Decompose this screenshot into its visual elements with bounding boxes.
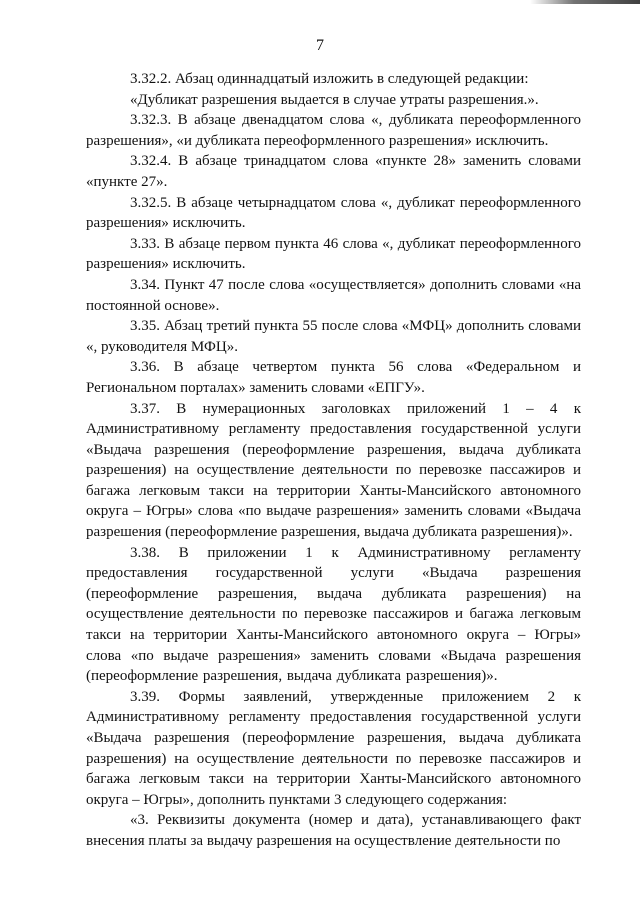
paragraph-3-32-2: 3.32.2. Абзац одиннадцатый изложить в следующей редакции: (130, 71, 529, 87)
paragraph-quote-duplicate: «Дубликат разрешения выдается в случае утраты разрешения.». (130, 91, 539, 108)
paragraph-3-32-3: 3.32.3. В абзаце двенадцатом слова «, дубликата переоформленного разрешения», «и дубликата переоформленного разрешения» исключить. (86, 112, 581, 149)
scan-edge-mark (530, 0, 640, 4)
paragraph-quote-item-3: «3. Реквизиты документа (номер и дата), устанавливающего факт внесения платы за выдачу разрешения на осуществление деятельности по (86, 812, 581, 849)
document-body (86, 69, 581, 852)
page-number: 7 (316, 37, 324, 54)
paragraph-3-35: 3.35. Абзац третий пункта 55 после слова «МФЦ» дополнить словами «, руководителя МФЦ». (86, 318, 581, 355)
paragraph-3-32-4: 3.32.4. В абзаце тринадцатом слова «пункте 28» заменить словами «пункте 27». (86, 153, 581, 190)
paragraph-3-34: 3.34. Пункт 47 после слова «осуществляется» дополнить словами «на постоянной основе». (86, 276, 581, 314)
paragraph-3-32-5: 3.32.5. В абзаце четырнадцатом слова «, дубликат переоформленного разрешения» исключить. (86, 194, 581, 232)
paragraph-3-37: 3.37. В нумерационных заголовках приложений 1 – 4 к Административному регламенту предоставления государственной услуги «Выдача разрешения (переоформление разрешения, выдача дубликата разрешения) на осуществление деятельности по перевозке пассажиров и багажа легковым такси на территории Ханты-Мансийского автономного округа – Югры» слова «по выдаче разрешения» заменить словами «Выдача разрешения (переоформление разрешения, выдача дубликата разрешения)». (86, 400, 581, 541)
paragraph-3-38: 3.38. В приложении 1 к Административному регламенту предоставления государственной услуги «Выдача разрешения (переоформление разрешения, выдача дубликата разрешения) на осуществление деятельности по перевозке пассажиров и багажа легковым такси на территории Ханты-Мансийского автономного округа – Югры» слова «по выдаче разрешения» заменить словами «Выдача разрешения (переоформление разрешения, выдача дубликата разрешения)». (86, 544, 581, 685)
paragraph-3-39: 3.39. Формы заявлений, утвержденные приложением 2 к Административному регламенту предоставления государственной услуги «Выдача разрешения (переоформление разрешения, выдача дубликата разрешения) на осуществление деятельности по перевозке пассажиров и багажа легковым такси на территории Ханты-Мансийского автономного округа – Югры», дополнить пунктами 3 следующего содержания: (86, 688, 581, 808)
paragraph-3-33: 3.33. В абзаце первом пункта 46 слова «, дубликат переоформленного разрешения» исключить. (86, 235, 581, 273)
paragraph-3-36: 3.36. В абзаце четвертом пункта 56 слова «Федеральном и Региональном порталах» заменить словами «ЕПГУ». (86, 359, 581, 396)
